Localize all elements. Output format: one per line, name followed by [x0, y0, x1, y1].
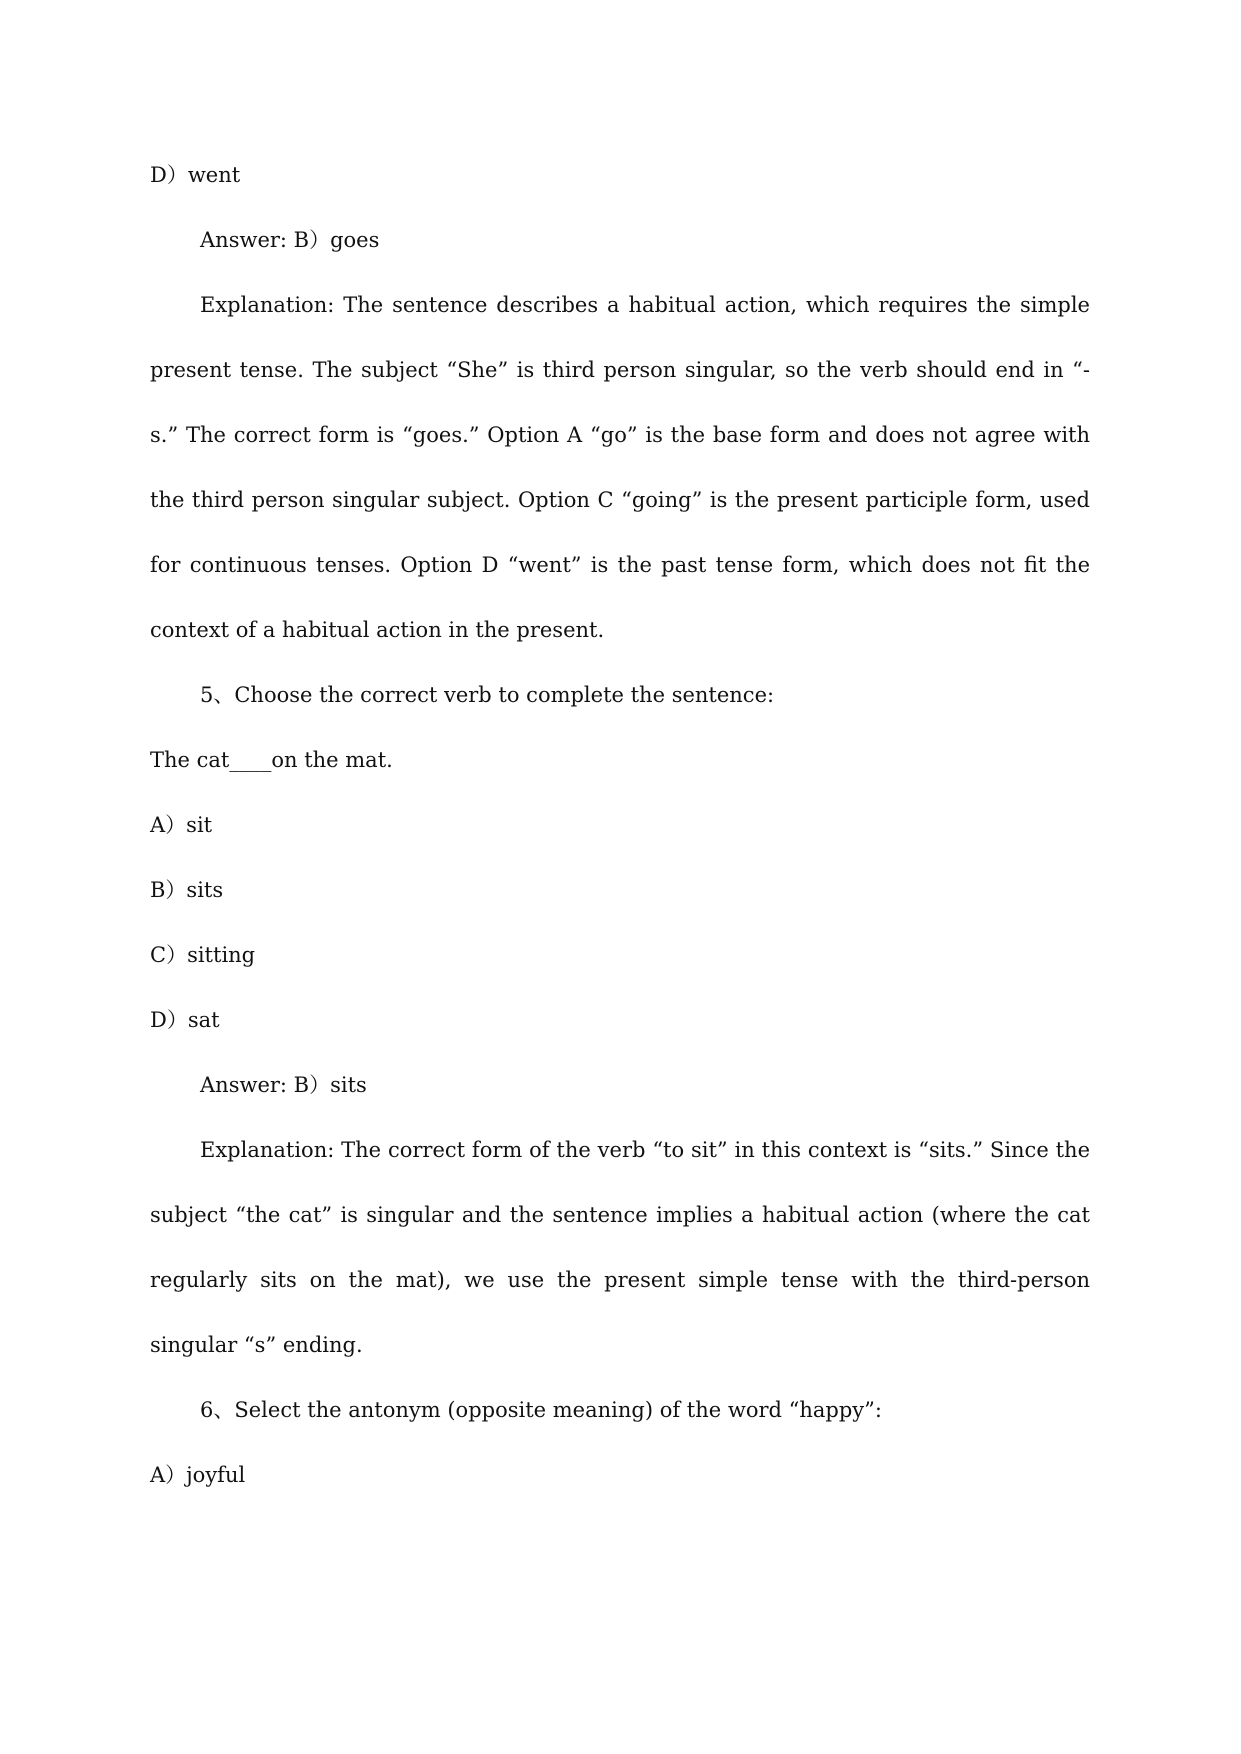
q4-option-d: D）went	[150, 163, 241, 187]
q5-explanation: Explanation: The correct form of the verb “to sit” in this context is “sits.” Since the subject “the cat” is singular and the sentence implies a habitual action (where the cat regularly sits on the mat), we use the present simple tense with the third-person singular “s” ending.	[150, 1138, 1090, 1357]
q5-sentence: The cat____on the mat.	[150, 748, 393, 772]
q5-option-a: A）sit	[150, 813, 213, 837]
q6-option-a: A）joyful	[150, 1463, 246, 1487]
q5-answer: Answer: B）sits	[200, 1073, 367, 1097]
q5-option-d: D）sat	[150, 1008, 220, 1032]
q4-explanation: Explanation: The sentence describes a habitual action, which requires the simple present tense. The subject “She” is third person singular, so the verb should end in “-s.” The correct form is “goes.” Option A “go” is the base form and does not agree with the third person singular subject. Option C “going” is the present participle form, used for continuous tenses. Option D “went” is the past tense form, which does not fit the context of a habitual action in the present.	[150, 293, 1090, 642]
q6-prompt: 6、Select the antonym (opposite meaning) of the word “happy”:	[200, 1398, 882, 1422]
q4-answer: Answer: B）goes	[200, 228, 380, 252]
q5-option-c: C）sitting	[150, 943, 256, 967]
q5-prompt: 5、Choose the correct verb to complete the sentence:	[200, 683, 775, 707]
document-content	[150, 143, 1090, 1508]
q5-option-b: B）sits	[150, 878, 224, 902]
